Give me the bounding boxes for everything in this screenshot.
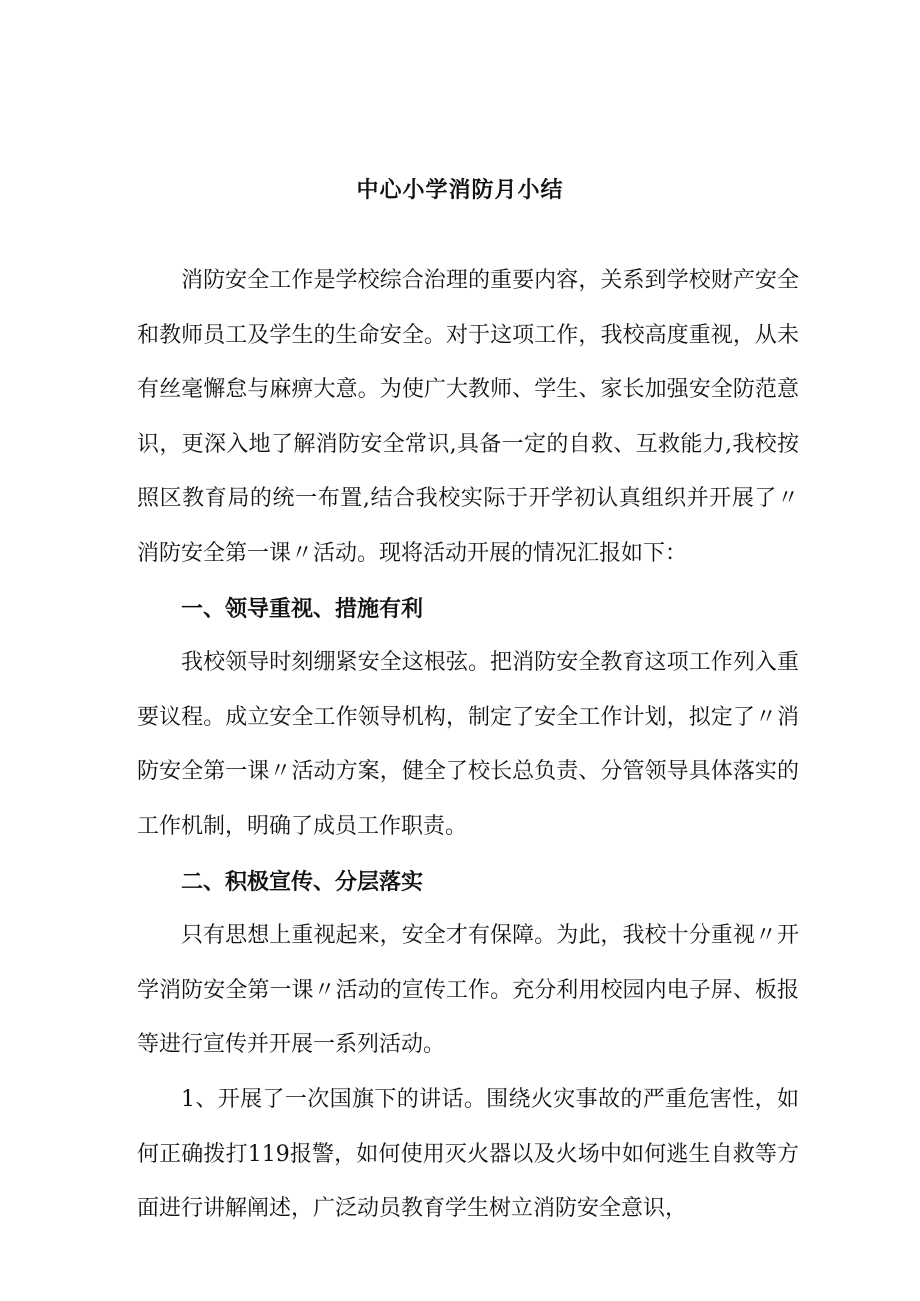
section-heading-1: 一、领导重视、措施有利 — [181, 595, 424, 622]
section-heading-2: 二、积极宣传、分层落实 — [181, 868, 424, 895]
section-paragraph-1: 我校领导时刻绷紧安全这根弦。把消防安全教育这项工作列入重要议程。成立安全工作领导机构，制定了安全工作计划，拟定了〃消防安全第一课〃活动方案，健全了校长总负责、分管领导具体落实的工作机制，明确了成员工作职责。 — [137, 650, 799, 839]
section-paragraph-2: 只有思想上重视起来，安全才有保障。为此，我校十分重视〃开学消防安全第一课〃活动的宣传工作。充分利用校园内电子屏、板报等进行宣传并开展一系列活动。 — [137, 923, 799, 1058]
intro-paragraph: 消防安全工作是学校综合治理的重要内容，关系到学校财产安全和教师员工及学生的生命安全。对于这项工作，我校高度重视，从未有丝毫懈怠与麻痹大意。为使广大教师、学生、家长加强安全防范意识，更深入地了解消防安全常识,具备一定的自救、互救能力,我校按照区教育局的统一布置,结合我校实际于开学初认真组织并开展了〃消防安全第一课〃活动。现将活动开展的情况汇报如下： — [137, 268, 799, 566]
document-body — [137, 254, 799, 1237]
list-item-1: 1、开展了一次国旗下的讲话。围绕火灾事故的严重危害性，如何正确拨打119报警，如何使用灭火器以及火场中如何逃生自救等方面进行讲解阐述，广泛动员教育学生树立消防安全意识， — [137, 1086, 799, 1222]
document-title: 中心小学消防月小结 — [356, 177, 564, 203]
